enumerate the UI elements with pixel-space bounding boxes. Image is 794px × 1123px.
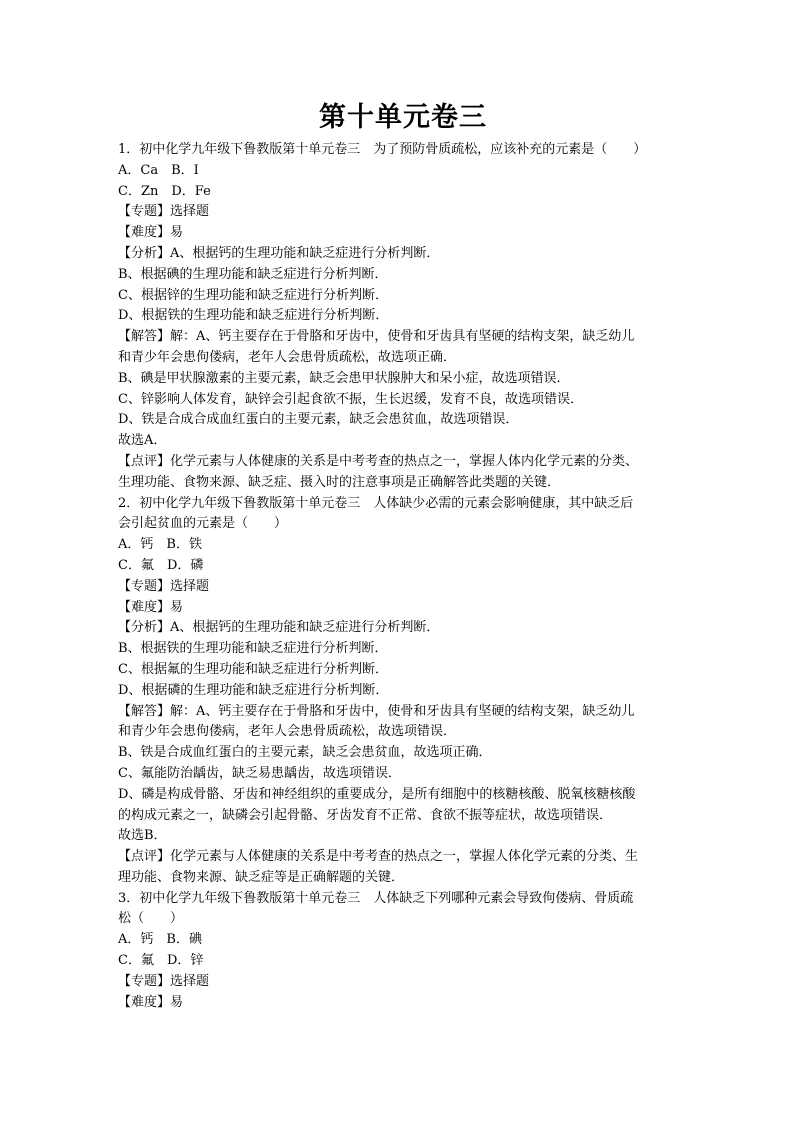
text-line: C、锌影响人体发育，缺锌会引起食欲不振，生长迟缓，发育不良，故选项错误．	[118, 391, 583, 407]
text-line: 故选A．	[118, 433, 167, 449]
text-line: D、根据磷的生理功能和缺乏症进行分析判断．	[118, 682, 389, 698]
text-line: 3．初中化学九年级下鲁教版第十单元卷三 人体缺乏下列哪种元素会导致佝偻病、骨质疏	[118, 890, 634, 906]
text-line: 【专题】选择题	[118, 973, 210, 989]
text-line: 【解答】解：A、钙主要存在于骨胳和牙齿中，使骨和牙齿具有坚硬的结构支架，缺乏幼儿	[118, 703, 635, 719]
question-3	[118, 889, 688, 1014]
text-line: 生理功能、食物来源、缺乏症、摄入时的注意事项是正确解答此类题的关键．	[118, 474, 561, 490]
text-line: A．钙 B．铁	[118, 537, 202, 553]
text-line: B、碘是甲状腺激素的主要元素，缺乏会患甲状腺肿大和呆小症，故选项错误．	[118, 370, 570, 386]
question-list	[118, 140, 688, 1013]
text-line: 【难度】易	[118, 599, 184, 615]
text-line: B、根据铁的生理功能和缺乏症进行分析判断．	[118, 641, 388, 657]
text-line: 【分析】A、根据钙的生理功能和缺乏症进行分析判断．	[118, 620, 440, 636]
question-2	[118, 494, 688, 889]
text-line: 【点评】化学元素与人体健康的关系是中考考查的热点之一，掌握人体内化学元素的分类、	[118, 453, 639, 469]
document-title: 第十单元卷三	[319, 102, 487, 133]
text-line: 【解答】解：A、钙主要存在于骨胳和牙齿中，使骨和牙齿具有坚硬的结构支架，缺乏幼儿	[118, 329, 635, 345]
text-line: 2．初中化学九年级下鲁教版第十单元卷三 人体缺少必需的元素会影响健康，其中缺乏后	[118, 495, 634, 511]
text-line: D、磷是构成骨骼、牙齿和神经组织的重要成分，是所有细胞中的核糖核酸、脱氧核糖核酸	[118, 786, 636, 802]
text-line: 会引起贫血的元素是（ ）	[118, 516, 288, 532]
text-line: 的构成元素之一，缺磷会引起骨骼、牙齿发育不正常、食欲不振等症状，故选项错误．	[118, 807, 613, 823]
text-line: 和青少年会患佝偻病，老年人会患骨质疏松，故选项正确．	[118, 349, 457, 365]
text-line: 【专题】选择题	[118, 578, 210, 594]
text-line: 松（ ）	[118, 911, 184, 927]
document-page	[118, 96, 688, 1013]
text-line: 【难度】易	[118, 225, 184, 241]
text-line: C．氟 D．磷	[118, 557, 204, 573]
text-line: C．氟 D．锌	[118, 953, 204, 969]
text-line: B、铁是合成血红蛋白的主要元素，缺乏会患贫血，故选项正确．	[118, 745, 492, 761]
text-line: C．Zn D．Fe	[118, 183, 211, 199]
text-line: 和青少年会患佝偻病，老年人会患骨质疏松，故选项错误．	[118, 724, 457, 740]
text-line: 【点评】化学元素与人体健康的关系是中考考查的热点之一，掌握人体化学元素的分类、生	[118, 849, 639, 865]
text-line: C、根据氟的生理功能和缺乏症进行分析判断．	[118, 661, 388, 677]
text-line: 【难度】易	[118, 994, 184, 1010]
text-line: A．Ca B．I	[118, 162, 199, 178]
text-line: D、根据铁的生理功能和缺乏症进行分析判断．	[118, 308, 389, 324]
text-line: B、根据碘的生理功能和缺乏症进行分析判断．	[118, 266, 388, 282]
text-line: 【分析】A、根据钙的生理功能和缺乏症进行分析判断．	[118, 245, 440, 261]
text-line: 理功能、食物来源、缺乏症等是正确解题的关键．	[118, 869, 405, 885]
text-line: 故选B．	[118, 828, 167, 844]
text-line: C、根据锌的生理功能和缺乏症进行分析判断．	[118, 287, 388, 303]
text-line: 1．初中化学九年级下鲁教版第十单元卷三 为了预防骨质疏松，应该补充的元素是（ ）	[118, 142, 647, 157]
text-line: C、氟能防治龋齿，缺乏易患龋齿，故选项错误．	[118, 765, 401, 781]
text-line: D、铁是合成合成血红蛋白的主要元素，缺乏会患贫血，故选项错误．	[118, 412, 519, 428]
text-line: 【专题】选择题	[118, 204, 210, 220]
question-1	[118, 140, 688, 494]
text-line: A．钙 B．碘	[118, 932, 202, 948]
